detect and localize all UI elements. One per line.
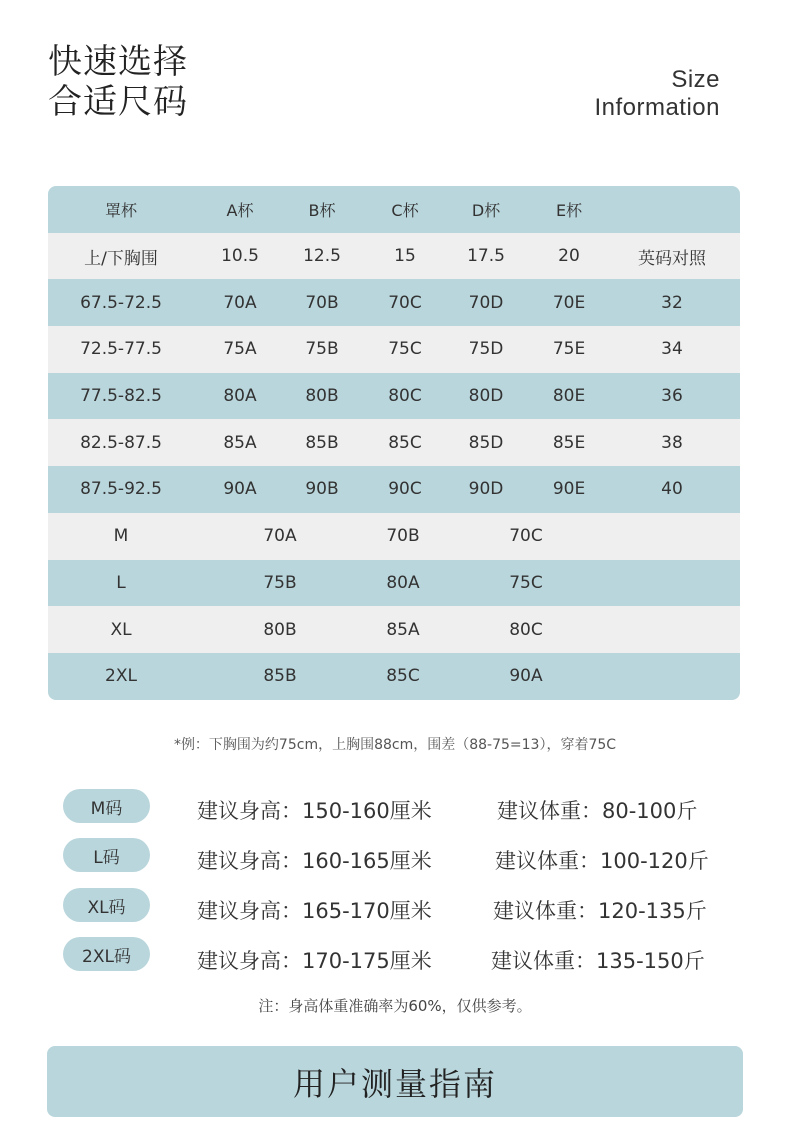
example-note: *例：下胸围为约75cm，上胸围88cm，围差（88-75=13），穿着75C — [173, 737, 617, 753]
measurement-guide-banner[interactable]: 用户测量指南 — [47, 1046, 743, 1117]
table-cell: 85D — [468, 432, 504, 453]
table-cell: 70B — [386, 526, 420, 547]
size-badge-2xl: 2XL码 — [63, 937, 150, 971]
table-cell: 40 — [661, 479, 683, 500]
table-cell: 75C — [509, 572, 543, 593]
table-cell: 85B — [305, 432, 339, 453]
table-cell: 70D — [468, 292, 504, 313]
table-cell: 82.5-87.5 — [80, 432, 162, 453]
table-cell: 85C — [386, 666, 420, 687]
table-cell: 20 — [558, 246, 580, 267]
suggested-height: 建议身高：165-170厘米 — [197, 899, 432, 923]
size-row — [48, 560, 740, 607]
table-cell: 70C — [388, 292, 422, 313]
table-cell: 75C — [388, 339, 422, 360]
page-title — [48, 42, 188, 122]
table-cell: 80D — [468, 386, 504, 407]
title-en-line-2: Information — [594, 94, 720, 121]
header-cell: D杯 — [471, 200, 501, 220]
table-cell: 80A — [386, 572, 420, 593]
suggested-weight: 建议体重：135-150斤 — [491, 949, 705, 973]
table-cell: 72.5-77.5 — [80, 339, 162, 360]
table-cell: 75E — [552, 339, 586, 360]
table-cell: 75D — [468, 339, 504, 360]
table-cell: M — [113, 526, 129, 547]
table-cell: 32 — [661, 292, 683, 313]
table-cell: 英码对照 — [638, 248, 706, 269]
table-cell: 12.5 — [303, 246, 341, 267]
table-row — [48, 326, 740, 373]
title-en-line-1: Size — [671, 66, 720, 93]
size-row — [48, 606, 740, 653]
english-title — [594, 66, 720, 122]
table-cell: 90A — [223, 479, 257, 500]
table-cell: 75B — [305, 339, 339, 360]
table-cell: 87.5-92.5 — [80, 479, 162, 500]
accuracy-note: 注：身高体重准确率为60%，仅供参考。 — [258, 997, 532, 1015]
table-cell: 80C — [509, 619, 543, 640]
table-cell: 85C — [388, 432, 422, 453]
table-row — [48, 279, 740, 326]
table-header-row — [48, 186, 740, 233]
table-row — [48, 373, 740, 420]
table-cell: 85A — [223, 432, 257, 453]
header-cell: 罩杯 — [104, 200, 138, 220]
table-cell: 90A — [509, 666, 543, 687]
table-cell: 67.5-72.5 — [80, 292, 162, 313]
suggested-height: 建议身高：160-165厘米 — [197, 849, 432, 873]
table-cell: 70A — [223, 292, 257, 313]
table-cell: 80B — [305, 386, 339, 407]
table-cell: 85B — [263, 666, 297, 687]
table-cell: 77.5-82.5 — [80, 386, 162, 407]
suggested-weight: 建议体重：80-100斤 — [497, 799, 698, 823]
table-cell: 90C — [388, 479, 422, 500]
table-cell: 75A — [223, 339, 257, 360]
table-cell: 2XL — [105, 666, 137, 687]
table-cell: 70E — [552, 292, 586, 313]
size-table — [48, 186, 740, 700]
table-cell: 38 — [661, 432, 683, 453]
size-badge-l: L码 — [63, 838, 150, 872]
table-cell: L — [116, 572, 126, 593]
table-cell: 17.5 — [467, 246, 505, 267]
suggested-height: 建议身高：170-175厘米 — [197, 949, 432, 973]
table-cell: 85A — [386, 619, 420, 640]
table-cell: 80B — [263, 619, 297, 640]
table-cell: 80C — [388, 386, 422, 407]
table-cell: 10.5 — [221, 246, 259, 267]
table-cell: 80A — [223, 386, 257, 407]
table-cell: 70A — [263, 526, 297, 547]
size-row — [48, 653, 740, 700]
table-row — [48, 466, 740, 513]
table-cell: 90B — [305, 479, 339, 500]
title-line-1: 快速选择 — [48, 42, 188, 82]
header-cell: A杯 — [226, 200, 254, 220]
header-cell: B杯 — [308, 200, 336, 220]
suggested-height: 建议身高：150-160厘米 — [197, 799, 432, 823]
title-line-2: 合适尺码 — [48, 82, 188, 122]
size-badge-xl: XL码 — [63, 888, 150, 922]
table-cell: XL — [110, 619, 132, 640]
table-row — [48, 419, 740, 466]
suggested-weight: 建议体重：100-120斤 — [495, 849, 709, 873]
header-cell: C杯 — [391, 200, 419, 220]
size-badge-m: M码 — [63, 789, 150, 823]
table-cell: 34 — [661, 339, 683, 360]
table-cell: 70C — [509, 526, 543, 547]
table-cell: 70B — [305, 292, 339, 313]
table-cell: 90D — [468, 479, 504, 500]
suggested-weight: 建议体重：120-135斤 — [493, 899, 707, 923]
table-cell: 90E — [552, 479, 586, 500]
table-cell: 36 — [661, 386, 683, 407]
table-cell: 上/下胸围 — [84, 248, 158, 269]
header-cell: E杯 — [555, 200, 583, 220]
table-subheader-row — [48, 233, 740, 280]
table-cell: 85E — [552, 432, 586, 453]
table-cell: 15 — [394, 246, 416, 267]
table-cell: 75B — [263, 572, 297, 593]
size-row — [48, 513, 740, 560]
table-cell: 80E — [552, 386, 586, 407]
